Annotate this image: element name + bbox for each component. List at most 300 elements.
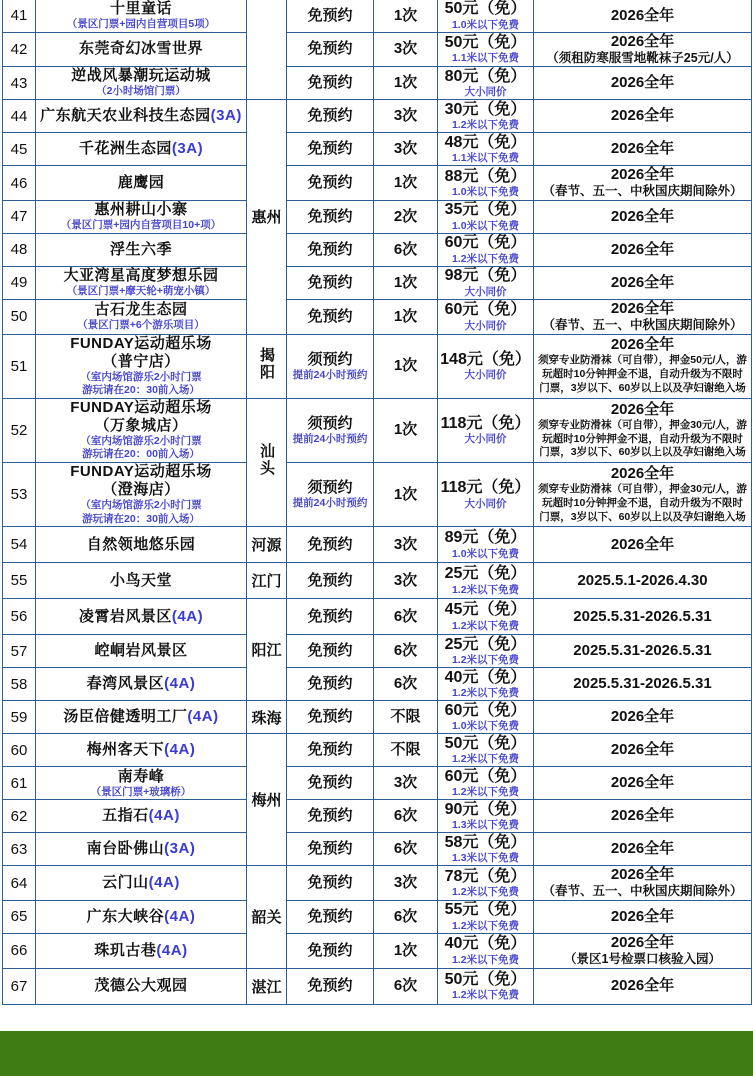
city-label: 惠州: [251, 209, 282, 227]
reservation-note: 提前24小时预约: [292, 368, 368, 381]
attraction-name: 五指石: [102, 807, 149, 825]
usage-times: 6次: [393, 607, 418, 625]
attraction-grade: (4A): [187, 708, 219, 726]
row-number: 44: [3, 100, 36, 133]
table-row: [3, 599, 752, 635]
reservation-cell: [287, 398, 374, 462]
validity-cell: [534, 933, 752, 968]
ticket-note: （景区门票+园内自营项目10+项）: [60, 219, 222, 232]
validity-cell: [534, 833, 752, 866]
attraction-grade: (3A): [171, 140, 204, 158]
usage-times: 1次: [393, 273, 418, 291]
row-number: 59: [3, 701, 36, 734]
validity-cell: [534, 0, 752, 32]
city-label: 湛江: [251, 978, 282, 996]
validity-cell: [534, 463, 752, 527]
table-row: [3, 968, 752, 1004]
times-cell: [374, 133, 438, 166]
times-cell: [374, 299, 438, 334]
attraction-name: 梅州客天下: [86, 741, 165, 759]
price-cell: [438, 563, 534, 599]
price-value: 25元（免）: [444, 635, 527, 653]
validity-period: 2026全年: [610, 166, 675, 184]
attraction-grade: (4A): [148, 807, 180, 825]
price-cell: [438, 100, 534, 133]
price-value: 45元（免）: [444, 601, 527, 619]
validity-cell: [534, 67, 752, 100]
times-cell: [374, 900, 438, 933]
attraction-name: 逆战风暴潮玩运动城: [71, 67, 211, 85]
usage-times: 6次: [393, 675, 418, 693]
city-cell: [247, 0, 287, 100]
reservation-cell: [287, 527, 374, 563]
validity-period: 2025.5.31-2026.5.31: [573, 642, 712, 660]
city-cell: [247, 100, 287, 334]
city-cell: [247, 701, 287, 734]
reservation-status: 免预约: [307, 941, 353, 959]
reservation-cell: [287, 299, 374, 334]
reservation-status: 免预约: [307, 140, 353, 158]
table-row: [3, 299, 752, 334]
attraction-grade: (4A): [164, 675, 196, 693]
usage-times: 6次: [393, 977, 418, 995]
price-value: 50元（免）: [444, 734, 527, 752]
price-value: 78元（免）: [444, 867, 527, 885]
attraction-name: 凌霄岩风景区: [78, 607, 172, 625]
validity-period: 2026全年: [610, 933, 675, 951]
attraction-cell: [36, 968, 247, 1004]
times-cell: [374, 100, 438, 133]
attraction-name: 鹿鹰园: [117, 174, 165, 192]
table-row: [3, 67, 752, 100]
table-row: [3, 734, 752, 767]
price-cell: [438, 334, 534, 398]
times-cell: [374, 32, 438, 67]
usage-times: 3次: [393, 40, 418, 58]
ticket-note-2: 游玩请在20：30前入场）: [82, 384, 200, 397]
table-row: [3, 866, 752, 901]
times-cell: [374, 166, 438, 201]
price-note: 1.0米以下免费: [451, 547, 520, 560]
row-number: 53: [3, 463, 36, 527]
table-row: [3, 32, 752, 67]
price-cell: [438, 32, 534, 67]
attraction-name: 古石龙生态园: [94, 300, 188, 318]
attraction-grade: (4A): [148, 874, 180, 892]
price-cell: [438, 767, 534, 800]
validity-cell: [534, 800, 752, 833]
price-value: 60元（免）: [444, 301, 527, 319]
city-label: 河源: [251, 537, 282, 555]
footer-green-band: [0, 1031, 753, 1076]
price-value: 98元（免）: [444, 267, 527, 285]
validity-period: 2026全年: [610, 977, 675, 995]
reservation-cell: [287, 0, 374, 32]
price-cell: [438, 200, 534, 233]
reservation-cell: [287, 166, 374, 201]
times-cell: [374, 599, 438, 635]
attraction-name: 自然领地悠乐园: [86, 535, 196, 553]
reservation-status: 免预约: [307, 840, 353, 858]
attraction-cell: [36, 398, 247, 462]
price-cell: [438, 900, 534, 933]
ticket-note: （景区门票+园内自营项目5项）: [66, 18, 216, 30]
validity-cell: [534, 767, 752, 800]
row-number: 48: [3, 233, 36, 266]
attraction-cell: [36, 334, 247, 398]
attraction-cell: [36, 463, 247, 527]
price-cell: [438, 398, 534, 462]
price-value: 35元（免）: [444, 201, 527, 219]
usage-times: 不限: [390, 741, 421, 759]
price-value: 118元（免）: [440, 479, 531, 497]
validity-period: 2026全年: [610, 708, 675, 726]
validity-period: 2026全年: [610, 32, 675, 50]
times-cell: [374, 463, 438, 527]
usage-times: 1次: [393, 941, 418, 959]
row-number: 57: [3, 635, 36, 668]
price-value: 148元（免）: [440, 350, 531, 368]
price-cell: [438, 968, 534, 1004]
validity-cell: [534, 599, 752, 635]
reservation-cell: [287, 563, 374, 599]
attraction-cell: [36, 900, 247, 933]
row-number: 45: [3, 133, 36, 166]
attraction-branch: （澄海店）: [102, 481, 180, 499]
table-row: [3, 0, 752, 32]
price-cell: [438, 701, 534, 734]
table-row: [3, 701, 752, 734]
attraction-cell: [36, 668, 247, 701]
attraction-name: 浮生六季: [109, 240, 172, 258]
validity-cell: [534, 200, 752, 233]
price-value: 25元（免）: [444, 565, 527, 583]
price-note: 1.2米以下免费: [451, 119, 520, 132]
validity-period: 2026全年: [610, 207, 675, 225]
attraction-grade: (4A): [164, 907, 196, 925]
price-cell: [438, 463, 534, 527]
price-value: 88元（免）: [444, 167, 527, 185]
validity-period: 2026全年: [610, 741, 675, 759]
price-note: 1.1米以下免费: [451, 52, 520, 65]
price-note: 1.2米以下免费: [451, 687, 520, 700]
row-number: 52: [3, 398, 36, 462]
row-number: 65: [3, 900, 36, 933]
usage-times: 3次: [393, 140, 418, 158]
reservation-cell: [287, 599, 374, 635]
attraction-name: 珠玑古巷: [94, 941, 157, 959]
table-row: [3, 133, 752, 166]
reservation-status: 须预约: [307, 350, 353, 368]
city-cell: [247, 968, 287, 1004]
table-row: [3, 266, 752, 299]
reservation-cell: [287, 767, 374, 800]
attraction-name: 小鸟天堂: [109, 571, 172, 589]
usage-times: 1次: [393, 307, 418, 325]
times-cell: [374, 635, 438, 668]
times-cell: [374, 233, 438, 266]
times-cell: [374, 701, 438, 734]
attraction-cell: [36, 32, 247, 67]
attraction-branch: （万象城店）: [94, 416, 188, 434]
times-cell: [374, 200, 438, 233]
usage-times: 6次: [393, 840, 418, 858]
table-row: [3, 767, 752, 800]
validity-cell: [534, 299, 752, 334]
validity-note: （景区1号检票口核验入园）: [564, 951, 721, 966]
usage-times: 1次: [393, 357, 418, 375]
attraction-name: 广东大峡谷: [86, 907, 165, 925]
reservation-cell: [287, 334, 374, 398]
reservation-status: 免预约: [307, 741, 353, 759]
city-cell: [247, 527, 287, 563]
city-label: 江门: [251, 573, 282, 591]
price-value: 55元（免）: [444, 901, 527, 919]
reservation-status: 免预约: [307, 571, 353, 589]
price-note: 1.2米以下免费: [451, 583, 520, 596]
attraction-grade: (4A): [164, 741, 196, 759]
price-cell: [438, 527, 534, 563]
attraction-name: 大亚湾星高度梦想乐园: [63, 267, 219, 285]
times-cell: [374, 527, 438, 563]
price-note: 1.2米以下免费: [451, 919, 520, 932]
attraction-cell: [36, 933, 247, 968]
attraction-cell: [36, 0, 247, 32]
reservation-status: 免预约: [307, 207, 353, 225]
times-cell: [374, 563, 438, 599]
reservation-status: 免预约: [307, 307, 353, 325]
price-value: 40元（免）: [444, 935, 527, 953]
price-note: 1.0米以下免费: [451, 720, 520, 733]
reservation-cell: [287, 968, 374, 1004]
attraction-cell: [36, 866, 247, 901]
price-note: 1.2米以下免费: [451, 989, 520, 1001]
usage-times: 不限: [390, 708, 421, 726]
price-value: 60元（免）: [444, 234, 527, 252]
attraction-cell: [36, 266, 247, 299]
validity-period: 2026全年: [610, 400, 675, 418]
city-label: 汕头: [258, 443, 275, 478]
row-number: 41: [3, 0, 36, 32]
attraction-cell: [36, 599, 247, 635]
validity-note: （须租防寒服雪地靴袜子25元/人）: [546, 50, 739, 65]
validity-cell: [534, 133, 752, 166]
validity-note: （春节、五一、中秋国庆期间除外）: [542, 184, 743, 199]
city-cell: [247, 866, 287, 968]
price-value: 48元（免）: [444, 133, 527, 151]
price-note: 大小同价: [464, 319, 507, 332]
table-row: [3, 200, 752, 233]
reservation-cell: [287, 100, 374, 133]
city-label: 梅州: [251, 792, 282, 810]
price-value: 40元（免）: [444, 668, 527, 686]
validity-period: 2026全年: [610, 74, 675, 92]
ticket-note: （景区门票+摩天轮+萌宠小镇）: [66, 285, 216, 298]
validity-period: 2026全年: [610, 464, 675, 482]
price-note: 1.2米以下免费: [451, 654, 520, 667]
attraction-name: 春湾风景区: [86, 675, 165, 693]
reservation-cell: [287, 734, 374, 767]
price-cell: [438, 866, 534, 901]
validity-period: 2026全年: [610, 866, 675, 884]
price-note: 大小同价: [464, 285, 507, 298]
validity-cell: [534, 635, 752, 668]
table-row: [3, 527, 752, 563]
row-number: 51: [3, 334, 36, 398]
validity-period: 2026全年: [610, 807, 675, 825]
attraction-cell: [36, 100, 247, 133]
price-value: 89元（免）: [444, 529, 527, 547]
usage-times: 1次: [393, 174, 418, 192]
table-row: [3, 166, 752, 201]
times-cell: [374, 767, 438, 800]
price-note: 1.3米以下免费: [451, 819, 520, 832]
reservation-cell: [287, 701, 374, 734]
ticket-note-2: 游玩请在20：00前入场）: [82, 448, 200, 461]
table-row: [3, 563, 752, 599]
validity-cell: [534, 398, 752, 462]
price-note: 大小同价: [464, 433, 507, 446]
price-cell: [438, 933, 534, 968]
validity-period: 2026全年: [610, 535, 675, 553]
attraction-name: 茂德公大观园: [94, 977, 188, 995]
validity-cell: [534, 968, 752, 1004]
validity-period: 2026全年: [610, 299, 675, 317]
attraction-name: 广东航天农业科技生态园: [40, 107, 211, 125]
reservation-cell: [287, 866, 374, 901]
price-note: 大小同价: [464, 497, 507, 510]
validity-cell: [534, 701, 752, 734]
reservation-status: 免预约: [307, 535, 353, 553]
attraction-cell: [36, 67, 247, 100]
table-row: [3, 334, 752, 398]
price-note: 1.3米以下免费: [451, 852, 520, 865]
reservation-status: 免预约: [307, 977, 353, 995]
price-cell: [438, 299, 534, 334]
validity-period: 2026全年: [610, 907, 675, 925]
validity-note: （春节、五一、中秋国庆期间除外）: [542, 884, 743, 899]
reservation-cell: [287, 266, 374, 299]
attraction-grade: (4A): [171, 607, 204, 625]
usage-times: 6次: [393, 807, 418, 825]
reservation-cell: [287, 133, 374, 166]
price-note: 1.0米以下免费: [451, 185, 520, 198]
times-cell: [374, 968, 438, 1004]
validity-period: 2026全年: [610, 107, 675, 125]
validity-cell: [534, 233, 752, 266]
attraction-grade: (4A): [156, 941, 188, 959]
validity-remark: 须穿专业防滑袜（可自带），押金30元/人，游玩超时10分钟押金不退，自动升级为不限时门票，3岁以下、60岁以上以及孕妇谢绝入场: [538, 418, 747, 459]
row-number: 43: [3, 67, 36, 100]
row-number: 55: [3, 563, 36, 599]
usage-times: 6次: [393, 240, 418, 258]
times-cell: [374, 0, 438, 32]
row-number: 64: [3, 866, 36, 901]
validity-period: 2026全年: [610, 336, 675, 354]
price-note: 1.0米以下免费: [451, 219, 520, 232]
price-note: 1.2米以下免费: [451, 786, 520, 799]
ticket-note: （2小时场馆门票）: [96, 85, 186, 98]
city-cell: [247, 334, 287, 398]
price-cell: [438, 133, 534, 166]
attraction-cell: [36, 299, 247, 334]
validity-period: 2025.5.1-2026.4.30: [577, 571, 708, 589]
reservation-status: 免预约: [307, 807, 353, 825]
validity-cell: [534, 734, 752, 767]
row-number: 62: [3, 800, 36, 833]
price-note: 大小同价: [464, 86, 507, 99]
price-value: 50元（免）: [444, 33, 527, 51]
row-number: 66: [3, 933, 36, 968]
ticket-note: （室内场馆游乐2小时门票: [80, 499, 202, 512]
validity-period: 2026全年: [610, 273, 675, 291]
price-cell: [438, 599, 534, 635]
ticket-note: （景区门票+6个游乐项目）: [77, 318, 205, 331]
reservation-status: 免预约: [307, 675, 353, 693]
reservation-status: 免预约: [307, 774, 353, 792]
reservation-status: 须预约: [307, 479, 353, 497]
table-row: [3, 100, 752, 133]
price-value: 50元（免）: [444, 970, 527, 988]
reservation-status: 须预约: [307, 415, 353, 433]
price-note: 1.2米以下免费: [451, 886, 520, 899]
ticket-note-2: 游玩请在20：30前入场）: [82, 512, 200, 525]
ticket-note: （室内场馆游乐2小时门票: [80, 370, 202, 383]
price-note: 1.0米以下免费: [451, 18, 520, 31]
attraction-cell: [36, 563, 247, 599]
attraction-name: 汤臣倍健透明工厂: [63, 708, 188, 726]
price-value: 60元（免）: [444, 701, 527, 719]
reservation-cell: [287, 933, 374, 968]
validity-period: 2025.5.31-2026.5.31: [573, 607, 712, 625]
row-number: 67: [3, 968, 36, 1004]
price-cell: [438, 166, 534, 201]
table-row: [3, 463, 752, 527]
validity-note: （春节、五一、中秋国庆期间除外）: [542, 317, 743, 332]
attraction-cell: [36, 635, 247, 668]
usage-times: 3次: [393, 774, 418, 792]
table-row: [3, 800, 752, 833]
table-row: [3, 233, 752, 266]
attraction-cell: [36, 800, 247, 833]
price-cell: [438, 0, 534, 32]
reservation-cell: [287, 800, 374, 833]
price-cell: [438, 67, 534, 100]
validity-cell: [534, 32, 752, 67]
attraction-name: 十里童话: [109, 0, 172, 17]
price-cell: [438, 635, 534, 668]
row-number: 58: [3, 668, 36, 701]
price-note: 大小同价: [464, 369, 507, 382]
table-row: [3, 833, 752, 866]
price-note: 1.2米以下免费: [451, 252, 520, 265]
attraction-cell: [36, 527, 247, 563]
reservation-cell: [287, 833, 374, 866]
validity-cell: [534, 100, 752, 133]
validity-period: 2026全年: [610, 774, 675, 792]
table-row: [3, 933, 752, 968]
attraction-name: 南台卧佛山: [86, 840, 165, 858]
attraction-cell: [36, 701, 247, 734]
row-number: 46: [3, 166, 36, 201]
reservation-status: 免预约: [307, 40, 353, 58]
reservation-cell: [287, 67, 374, 100]
usage-times: 1次: [393, 485, 418, 503]
validity-remark: 须穿专业防滑袜（可自带），押金30元/人，游玩超时10分钟押金不退，自动升级为不限时门票，3岁以下、60岁以上以及孕妇谢绝入场: [538, 482, 747, 523]
usage-times: 1次: [393, 74, 418, 92]
city-label: 珠海: [251, 709, 282, 727]
usage-times: 3次: [393, 571, 418, 589]
